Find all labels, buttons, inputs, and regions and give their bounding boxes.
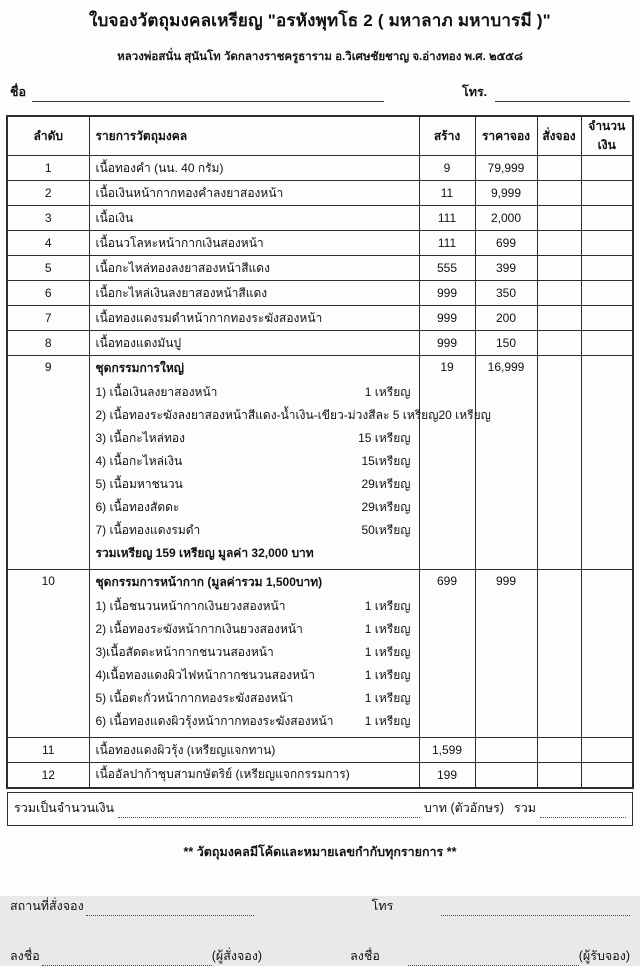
sign-label-right: ลงชื่อ bbox=[350, 948, 380, 963]
price-cell: 16,999 bbox=[475, 356, 537, 570]
total-summary-row bbox=[7, 792, 633, 826]
sub-item-count: 15 เหรียญ bbox=[358, 431, 411, 445]
made-quantity-cell: 699 bbox=[419, 570, 475, 738]
amount-cell bbox=[581, 206, 633, 231]
sub-item-label: 1) เนื้อเงินลงยาสองหน้า bbox=[95, 385, 218, 399]
phone-input-line bbox=[495, 88, 630, 102]
made-quantity-cell: 19 bbox=[419, 356, 475, 570]
sub-item-label: 5) เนื้อตะกั่วหน้ากากทองระฆังสองหน้า bbox=[95, 691, 294, 705]
place-phone-row bbox=[10, 896, 630, 916]
amount-cell bbox=[581, 570, 633, 738]
sub-item-count: 1 เหรียญ bbox=[364, 385, 411, 399]
sub-item-count: 29เหรียญ bbox=[361, 500, 411, 514]
table-row bbox=[7, 181, 633, 206]
price-cell: 699 bbox=[475, 231, 537, 256]
footer-phone-dotted-line bbox=[441, 904, 630, 916]
order-quantity-cell bbox=[537, 331, 581, 356]
item-cell: เนื้อนวโลหะหน้ากากเงินสองหน้า bbox=[89, 231, 419, 256]
sub-item-label: 2) เนื้อทองระฆังลงยาสองหน้าสีแดง-น้ำเงิน-เขียว-ม่วงสีละ 5 เหรียญ bbox=[95, 408, 439, 422]
row-number-cell: 9 bbox=[7, 356, 89, 570]
sub-item-line bbox=[96, 641, 413, 664]
price-cell: 200 bbox=[475, 306, 537, 331]
page-title: ใบจองวัตถุมงคลเหรียญ "อรหังพุทโธ 2 ( มหาลาภ มหาบารมี )" bbox=[89, 11, 551, 30]
item-cell: เนื้อเงิน bbox=[89, 206, 419, 231]
sub-item-count: 15เหรียญ bbox=[361, 454, 411, 468]
table-row bbox=[7, 738, 633, 763]
sub-item-line bbox=[96, 450, 413, 473]
name-label: ชื่อ bbox=[10, 85, 26, 99]
row-number-cell: 11 bbox=[7, 738, 89, 763]
table-row bbox=[7, 356, 633, 570]
sub-item-count: 1 เหรียญ bbox=[364, 668, 411, 682]
row-number-cell: 8 bbox=[7, 331, 89, 356]
sub-item-label: 2) เนื้อทองระฆังหน้ากากเงินยวงสองหน้า bbox=[95, 622, 303, 636]
price-cell: 9,999 bbox=[475, 181, 537, 206]
table-row bbox=[7, 281, 633, 306]
sub-item-count: 1 เหรียญ bbox=[364, 714, 411, 728]
amount-cell bbox=[581, 231, 633, 256]
price-cell bbox=[475, 763, 537, 788]
sum-dotted-line bbox=[540, 806, 626, 818]
column-header-price: ราคาจอง bbox=[475, 116, 537, 156]
order-table-body bbox=[7, 156, 633, 788]
spacer bbox=[96, 733, 413, 737]
table-row bbox=[7, 256, 633, 281]
sub-item-count: 1 เหรียญ bbox=[364, 599, 411, 613]
row-number-cell: 10 bbox=[7, 570, 89, 738]
row-number-cell: 4 bbox=[7, 231, 89, 256]
code-note: ** วัตถุมงคลมีโค้ดและหมายเลขกำกับทุกรายการ ** bbox=[183, 844, 457, 859]
made-quantity-cell: 111 bbox=[419, 231, 475, 256]
amount-cell bbox=[581, 156, 633, 181]
sub-item-label: 3) เนื้อกะไหล่ทอง bbox=[95, 431, 186, 445]
order-quantity-cell bbox=[537, 156, 581, 181]
name-input-line bbox=[32, 88, 384, 102]
amount-cell bbox=[581, 181, 633, 206]
order-quantity-cell bbox=[537, 763, 581, 788]
order-quantity-cell bbox=[537, 231, 581, 256]
price-cell: 399 bbox=[475, 256, 537, 281]
baht-label: บาท (ตัวอักษร) bbox=[423, 800, 505, 815]
place-dotted-line bbox=[86, 904, 254, 916]
sub-item-line bbox=[95, 404, 491, 427]
row-number-cell: 5 bbox=[7, 256, 89, 281]
sub-item-count: 1 เหรียญ bbox=[364, 645, 411, 659]
signature-row bbox=[10, 946, 630, 966]
group-title: ชุดกรรมการใหญ่ bbox=[95, 361, 184, 375]
sub-item-label: รวมเหรียญ 159 เหรียญ มูลค่า 32,000 บาท bbox=[95, 546, 314, 560]
column-header-no: ลำดับ bbox=[7, 116, 89, 156]
sub-item-count: 29เหรียญ bbox=[361, 477, 411, 491]
item-cell: เนื้อทองคำ (นน. 40 กรัม) bbox=[89, 156, 419, 181]
order-quantity-cell bbox=[537, 356, 581, 570]
receiver-label: (ผู้รับจอง) bbox=[578, 948, 630, 963]
order-table bbox=[6, 115, 634, 789]
amount-cell bbox=[581, 356, 633, 570]
receiver-signature-line bbox=[408, 954, 579, 966]
price-cell: 350 bbox=[475, 281, 537, 306]
order-quantity-cell bbox=[537, 738, 581, 763]
order-quantity-cell bbox=[537, 570, 581, 738]
total-amount-dotted-line bbox=[118, 806, 420, 818]
sub-item-line bbox=[96, 473, 413, 496]
made-quantity-cell: 9 bbox=[419, 156, 475, 181]
made-quantity-cell: 11 bbox=[419, 181, 475, 206]
order-quantity-cell bbox=[537, 206, 581, 231]
sub-item-label: 6) เนื้อทองแดงผิวรุ้งหน้ากากทองระฆังสองหน้า bbox=[95, 714, 334, 728]
row-number-cell: 3 bbox=[7, 206, 89, 231]
column-header-amount: จำนวนเงิน bbox=[581, 116, 633, 156]
made-quantity-cell: 999 bbox=[419, 281, 475, 306]
sum-label: รวม bbox=[514, 800, 536, 815]
item-cell: เนื้อทองแดงรมดำหน้ากากทองระฆังสองหน้า bbox=[89, 306, 419, 331]
footer-phone-label: โทร bbox=[371, 898, 394, 913]
total-label: รวมเป็นจำนวนเงิน bbox=[14, 800, 115, 815]
sub-item-label: 4)เนื้อทองแดงผิวไฟหน้ากากชนวนสองหน้า bbox=[95, 668, 315, 682]
made-quantity-cell: 111 bbox=[419, 206, 475, 231]
made-quantity-cell: 999 bbox=[419, 306, 475, 331]
row-number-cell: 12 bbox=[7, 763, 89, 788]
sub-item-label: 6) เนื้อทองสัดดะ bbox=[95, 500, 180, 514]
sub-item-count: 1 เหรียญ bbox=[364, 691, 411, 705]
table-row bbox=[7, 306, 633, 331]
price-cell: 2,000 bbox=[475, 206, 537, 231]
item-cell: เนื้อกะไหล่ทองลงยาสองหน้าสีแดง bbox=[89, 256, 419, 281]
order-quantity-cell bbox=[537, 306, 581, 331]
sub-item-count: 50เหรียญ bbox=[361, 523, 411, 537]
row-number-cell: 1 bbox=[7, 156, 89, 181]
row-number-cell: 2 bbox=[7, 181, 89, 206]
sub-item-line bbox=[96, 519, 413, 542]
made-quantity-cell: 1,599 bbox=[419, 738, 475, 763]
sub-item-label: 7) เนื้อทองแดงรมดำ bbox=[95, 523, 201, 537]
sub-item-label: 5) เนื้อมหาชนวน bbox=[95, 477, 183, 491]
sub-item-line bbox=[96, 595, 413, 618]
table-row bbox=[7, 570, 633, 738]
order-quantity-cell bbox=[537, 281, 581, 306]
made-quantity-cell: 555 bbox=[419, 256, 475, 281]
name-phone-row bbox=[10, 82, 630, 102]
order-quantity-cell bbox=[537, 256, 581, 281]
price-cell bbox=[475, 738, 537, 763]
sub-item-line bbox=[96, 542, 413, 565]
sub-item-line bbox=[96, 664, 413, 687]
orderer-signature-line bbox=[42, 954, 212, 966]
orderer-label: (ผู้สั่งจอง) bbox=[211, 948, 263, 963]
column-header-made: สร้าง bbox=[419, 116, 475, 156]
column-header-item: รายการวัตถุมงคล bbox=[89, 116, 419, 156]
sub-item-line bbox=[96, 496, 413, 519]
amount-cell bbox=[581, 256, 633, 281]
phone-label: โทร. bbox=[462, 85, 488, 99]
sub-item-line bbox=[96, 710, 413, 733]
sub-item-label: 3)เนื้อสัดดะหน้ากากชนวนสองหน้า bbox=[95, 645, 274, 659]
amount-cell bbox=[581, 306, 633, 331]
item-cell: เนื้อกะไหล่เงินลงยาสองหน้าสีแดง bbox=[89, 281, 419, 306]
sign-label-left: ลงชื่อ bbox=[10, 948, 40, 963]
price-cell: 999 bbox=[475, 570, 537, 738]
table-row bbox=[7, 763, 633, 788]
table-row bbox=[7, 231, 633, 256]
sub-item-line bbox=[96, 618, 413, 641]
item-cell: เนื้อทองแดงมันปู bbox=[89, 331, 419, 356]
group-title: ชุดกรรมการหน้ากาก (มูลค่ารวม 1,500บาท) bbox=[95, 575, 323, 589]
sub-item-count: 20 เหรียญ bbox=[438, 408, 491, 422]
row-number-cell: 7 bbox=[7, 306, 89, 331]
item-cell bbox=[89, 570, 419, 738]
column-header-order: สั่งจอง bbox=[537, 116, 581, 156]
sub-item-line bbox=[96, 427, 413, 450]
amount-cell bbox=[581, 763, 633, 788]
sub-item-line bbox=[96, 381, 413, 404]
table-row bbox=[7, 206, 633, 231]
price-cell: 79,999 bbox=[475, 156, 537, 181]
item-cell: เนื้อทองแดงผิวรุ้ง (เหรียญแจกทาน) bbox=[89, 738, 419, 763]
item-cell: เนื้ออัลปาก้าชุบสามกษัตริย์ (เหรียญแจกกรรมการ) bbox=[89, 763, 419, 788]
item-cell: เนื้อเงินหน้ากากทองคำลงยาสองหน้า bbox=[89, 181, 419, 206]
amount-cell bbox=[581, 331, 633, 356]
amount-cell bbox=[581, 281, 633, 306]
row-number-cell: 6 bbox=[7, 281, 89, 306]
page-subtitle: หลวงพ่อสนั่น สุนันโท วัดกลางราชครูธาราม อ.วิเศษชัยชาญ จ.อ่างทอง พ.ศ. ๒๕๕๘ bbox=[117, 51, 523, 63]
order-table-header bbox=[7, 116, 633, 156]
table-row bbox=[7, 331, 633, 356]
sub-item-count: 1 เหรียญ bbox=[364, 622, 411, 636]
amount-cell bbox=[581, 738, 633, 763]
place-label: สถานที่สั่งจอง bbox=[10, 898, 84, 913]
made-quantity-cell: 999 bbox=[419, 331, 475, 356]
sub-item-line bbox=[96, 687, 413, 710]
table-row bbox=[7, 156, 633, 181]
price-cell: 150 bbox=[475, 331, 537, 356]
order-quantity-cell bbox=[537, 181, 581, 206]
sub-item-label: 4) เนื้อกะไหล่เงิน bbox=[95, 454, 183, 468]
sub-item-label: 1) เนื้อชนวนหน้ากากเงินยวงสองหน้า bbox=[95, 599, 286, 613]
spacer bbox=[96, 565, 413, 569]
made-quantity-cell: 199 bbox=[419, 763, 475, 788]
